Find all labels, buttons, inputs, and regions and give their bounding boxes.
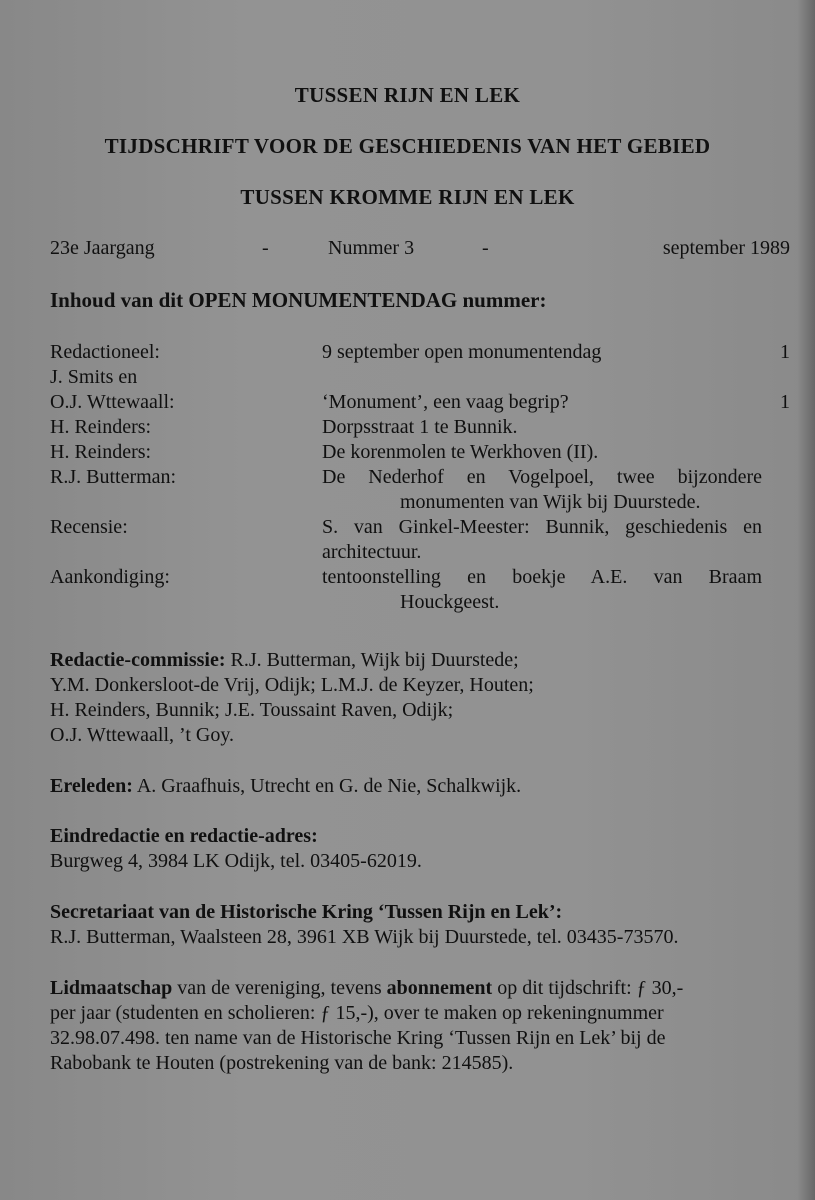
editorial-text: Y.M. Donkersloot-de Vrij, Odijk; L.M.J. de Keyzer, Houten; [50, 674, 534, 696]
toc-author: Aankondiging: [50, 566, 170, 588]
honorary-text: A. Graafhuis, Utrecht en G. de Nie, Schalkwijk. [132, 775, 522, 797]
toc-title-continued: architectuur. [322, 541, 422, 563]
issue-separator: - [262, 237, 269, 259]
toc-title-continued: monumenten van Wijk bij Duurstede. [400, 491, 701, 513]
toc-title [322, 465, 790, 515]
toc-title-line: tentoonstelling en boekje A.E. van Braam [322, 566, 762, 588]
issue-date: september 1989 [662, 237, 790, 259]
toc-row [50, 440, 790, 465]
membership [50, 976, 795, 1076]
final-editing-label: Eindredactie en redactie-adres: [50, 825, 318, 847]
membership-text: Rabobank te Houten (postrekening van de bank: 214585). [50, 1052, 514, 1074]
page-edge-shadow [797, 0, 815, 1200]
toc-author: Redactioneel: [50, 341, 160, 363]
toc-title: Dorpsstraat 1 te Bunnik. [322, 416, 518, 438]
issue-volume: 23e Jaargang [50, 237, 155, 259]
journal-title: TUSSEN RIJN EN LEK [294, 83, 521, 107]
toc-author: H. Reinders: [50, 441, 152, 463]
issue-separator: - [482, 237, 489, 259]
toc-title-line: De Nederhof en Vogelpoel, twee bijzondere [322, 466, 762, 488]
toc-title-continued: Houckgeest. [400, 591, 500, 613]
secretariat-address: R.J. Butterman, Waalsteen 28, 3961 XB Wijk bij Duurstede, tel. 03435-73570. [50, 926, 679, 948]
editorial-text: H. Reinders, Bunnik; J.E. Toussaint Raven, Odijk; [50, 699, 454, 721]
toc-title: ‘Monument’, een vaag begrip? [322, 391, 569, 413]
toc-author: H. Reinders: [50, 416, 152, 438]
toc-title [322, 565, 790, 615]
contents-heading: Inhoud van dit OPEN MONUMENTENDAG nummer: [50, 288, 547, 312]
membership-text: 32.98.07.498. ten name van de Historische Kring ‘Tussen Rijn en Lek’ bij de [50, 1027, 666, 1049]
toc-title-line: S. van Ginkel-Meester: Bunnik, geschiedenis en [322, 516, 762, 538]
journal-subtitle-2: TUSSEN KROMME RIJN EN LEK [240, 185, 575, 209]
membership-label: Lidmaatschap [50, 977, 173, 999]
issue-line [50, 237, 790, 263]
toc-page: 1 [780, 341, 790, 363]
toc-row [50, 365, 790, 390]
toc-row [50, 415, 790, 440]
editorial-label: Redactie-commissie: [50, 649, 226, 671]
toc-row [50, 565, 790, 615]
final-editing [50, 824, 795, 874]
toc-author: J. Smits en [50, 366, 138, 388]
toc-author: O.J. Wttewaall: [50, 391, 175, 413]
honorary-members [50, 774, 795, 799]
toc-author: R.J. Butterman: [50, 466, 177, 488]
membership-text: per jaar (studenten en scholieren: ƒ 15,-), over te maken op rekeningnummer [50, 1002, 664, 1024]
subscription-label: abonnement [386, 977, 493, 999]
secretariat-label: Secretariaat van de Historische Kring ‘Tussen Rijn en Lek’: [50, 901, 563, 923]
toc-page: 1 [780, 391, 790, 413]
toc-row [50, 390, 790, 415]
table-of-contents [50, 340, 790, 615]
final-editing-address: Burgweg 4, 3984 LK Odijk, tel. 03405-62019. [50, 850, 422, 872]
secretariat [50, 900, 795, 950]
issue-number: Nummer 3 [328, 237, 415, 259]
toc-title [322, 365, 790, 390]
toc-row [50, 465, 790, 515]
membership-text: op dit tijdschrift: ƒ 30,- [492, 977, 684, 999]
toc-title: De korenmolen te Werkhoven (II). [322, 441, 599, 463]
membership-text: van de vereniging, tevens [172, 977, 387, 999]
editorial-text: R.J. Butterman, Wijk bij Duurstede; [225, 649, 519, 671]
editorial-committee [50, 648, 795, 748]
toc-author: Recensie: [50, 516, 128, 538]
toc-row [50, 340, 790, 365]
honorary-label: Ereleden: [50, 775, 133, 797]
toc-title [322, 515, 790, 565]
toc-row [50, 515, 790, 565]
toc-title: 9 september open monumentendag [322, 341, 602, 363]
journal-subtitle: TIJDSCHRIFT VOOR DE GESCHIEDENIS VAN HET GEBIED [104, 134, 711, 158]
editorial-text: O.J. Wttewaall, ’t Goy. [50, 724, 235, 746]
